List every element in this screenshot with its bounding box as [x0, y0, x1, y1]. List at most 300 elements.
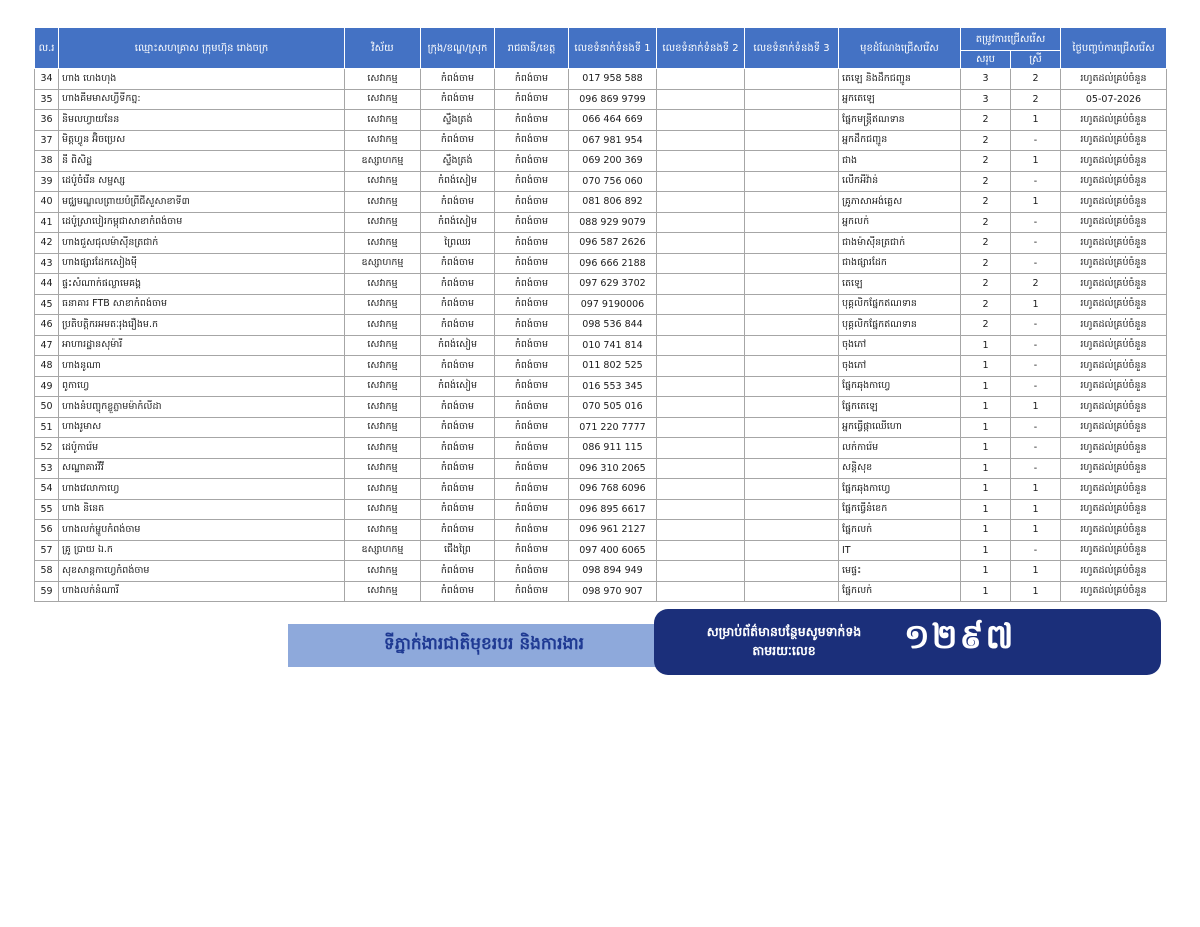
- cell-phone2: [657, 479, 745, 500]
- cell-province: កំពង់ចាម: [495, 438, 569, 459]
- cell-deadline: រហូតដល់គ្រប់ចំនួន: [1061, 315, 1167, 336]
- cell-no: 40: [35, 192, 59, 213]
- cell-deadline: រហូតដល់គ្រប់ចំនួន: [1061, 540, 1167, 561]
- cell-phone3: [745, 192, 839, 213]
- cell-phone3: [745, 315, 839, 336]
- cell-phone1: 096 768 6096: [569, 479, 657, 500]
- cell-total: 1: [961, 561, 1011, 582]
- cell-no: 56: [35, 520, 59, 541]
- cell-phone3: [745, 110, 839, 131]
- cell-no: 49: [35, 376, 59, 397]
- table-row: [35, 417, 1167, 438]
- cell-district: កំពង់ចាម: [421, 479, 495, 500]
- cell-position: ជាងម៉ាស៊ីនត្រជាក់: [839, 233, 961, 254]
- cell-name: មិត្តហ្វូន អ៊ិចប្រេស: [59, 130, 345, 151]
- table-row: [35, 110, 1167, 131]
- cell-total: 1: [961, 499, 1011, 520]
- cell-phone2: [657, 581, 745, 602]
- cell-deadline: រហូតដល់គ្រប់ចំនួន: [1061, 212, 1167, 233]
- cell-name: ហាងលក់នំណារី: [59, 581, 345, 602]
- cell-female: 1: [1011, 294, 1061, 315]
- cell-phone2: [657, 376, 745, 397]
- cell-position: តេឡេ និងដឹកជញ្ជូន: [839, 69, 961, 90]
- cell-province: កំពង់ចាម: [495, 110, 569, 131]
- cell-sector: ឧស្សាហកម្ម: [345, 253, 421, 274]
- cell-sector: សេវាកម្ម: [345, 581, 421, 602]
- cell-female: -: [1011, 130, 1061, 151]
- cell-phone2: [657, 458, 745, 479]
- cell-province: កំពង់ចាម: [495, 130, 569, 151]
- cell-district: កំពង់សៀម: [421, 212, 495, 233]
- cell-no: 39: [35, 171, 59, 192]
- cell-female: 1: [1011, 561, 1061, 582]
- cell-province: កំពង់ចាម: [495, 417, 569, 438]
- cell-sector: ឧស្សាហកម្ម: [345, 540, 421, 561]
- cell-deadline: រហូតដល់គ្រប់ចំនួន: [1061, 110, 1167, 131]
- cell-district: កំពង់សៀម: [421, 376, 495, 397]
- cell-phone3: [745, 130, 839, 151]
- table-row: [35, 233, 1167, 254]
- cell-no: 59: [35, 581, 59, 602]
- cell-phone2: [657, 212, 745, 233]
- cell-phone2: [657, 233, 745, 254]
- cell-phone2: [657, 438, 745, 459]
- header-deadline: ថ្ងៃបញ្ចប់ការជ្រើសរើស: [1061, 28, 1167, 69]
- cell-no: 53: [35, 458, 59, 479]
- cell-total: 1: [961, 335, 1011, 356]
- cell-no: 41: [35, 212, 59, 233]
- cell-district: កំពង់សៀម: [421, 335, 495, 356]
- cell-phone1: 070 505 016: [569, 397, 657, 418]
- cell-phone3: [745, 171, 839, 192]
- cell-total: 1: [961, 520, 1011, 541]
- header-district: ក្រុង/ខណ្ឌ/ស្រុក: [421, 28, 495, 69]
- cell-female: 1: [1011, 151, 1061, 172]
- cell-deadline: រហូតដល់គ្រប់ចំនួន: [1061, 479, 1167, 500]
- cell-name: ហាងវេលាកាហ្វេ: [59, 479, 345, 500]
- cell-no: 42: [35, 233, 59, 254]
- cell-phone1: 097 9190006: [569, 294, 657, 315]
- table-row: [35, 479, 1167, 500]
- cell-position: ជាងផ្សារដែក: [839, 253, 961, 274]
- cell-no: 37: [35, 130, 59, 151]
- cell-sector: សេវាកម្ម: [345, 69, 421, 90]
- cell-district: ស្ទឹងត្រង់: [421, 151, 495, 172]
- cell-province: កំពង់ចាម: [495, 561, 569, 582]
- cell-province: កំពង់ចាម: [495, 274, 569, 295]
- cell-female: -: [1011, 356, 1061, 377]
- cell-province: កំពង់ចាម: [495, 171, 569, 192]
- cell-name: ហាងផ្សារដែកសៀងមុី: [59, 253, 345, 274]
- cell-district: កំពង់ចាម: [421, 315, 495, 336]
- cell-no: 46: [35, 315, 59, 336]
- cell-phone2: [657, 356, 745, 377]
- cell-province: កំពង់ចាម: [495, 479, 569, 500]
- cell-phone1: 096 666 2188: [569, 253, 657, 274]
- table-row: [35, 315, 1167, 336]
- cell-phone1: 016 553 345: [569, 376, 657, 397]
- cell-position: ផ្នែកតេឡេ: [839, 397, 961, 418]
- cell-total: 2: [961, 315, 1011, 336]
- cell-phone1: 096 310 2065: [569, 458, 657, 479]
- cell-phone3: [745, 540, 839, 561]
- cell-sector: ឧស្សាហកម្ម: [345, 151, 421, 172]
- cell-total: 2: [961, 294, 1011, 315]
- cell-no: 43: [35, 253, 59, 274]
- cell-no: 35: [35, 89, 59, 110]
- cell-female: -: [1011, 417, 1061, 438]
- table-row: [35, 151, 1167, 172]
- cell-female: 1: [1011, 397, 1061, 418]
- cell-no: 48: [35, 356, 59, 377]
- cell-name: ផ្ទះសំណាក់ផល្លាមេគង្គ: [59, 274, 345, 295]
- table-row: [35, 274, 1167, 295]
- header-province: រាជធានី/ខេត្ត: [495, 28, 569, 69]
- cell-phone1: 067 981 954: [569, 130, 657, 151]
- cell-female: 1: [1011, 520, 1061, 541]
- table-row: [35, 520, 1167, 541]
- cell-sector: សេវាកម្ម: [345, 356, 421, 377]
- cell-district: កំពង់ចាម: [421, 274, 495, 295]
- header-total: សរុប: [961, 51, 1011, 69]
- cell-phone2: [657, 171, 745, 192]
- cell-female: -: [1011, 540, 1061, 561]
- table-row: [35, 294, 1167, 315]
- header-phone3: លេខទំនាក់ទំនងទី 3: [745, 28, 839, 69]
- cell-deadline: រហូតដល់គ្រប់ចំនួន: [1061, 581, 1167, 602]
- cell-deadline: រហូតដល់គ្រប់ចំនួន: [1061, 499, 1167, 520]
- cell-sector: សេវាកម្ម: [345, 376, 421, 397]
- cell-name: ហាងគីមមាសហ្វីទីកព្ន:: [59, 89, 345, 110]
- cell-no: 58: [35, 561, 59, 582]
- table-row: [35, 356, 1167, 377]
- cell-female: -: [1011, 335, 1061, 356]
- hotline-label: សម្រាប់ព័ត៌មានបន្ថែមសូមទាក់ទងតាមរយៈលេខ: [706, 624, 862, 658]
- footer-org-name: ទីភ្នាក់ងារជាតិមុខរបរ និងការងារ: [383, 634, 585, 654]
- cell-total: 2: [961, 192, 1011, 213]
- cell-female: -: [1011, 253, 1061, 274]
- cell-phone2: [657, 561, 745, 582]
- cell-phone1: 081 806 892: [569, 192, 657, 213]
- table-row: [35, 438, 1167, 459]
- table-row: [35, 540, 1167, 561]
- cell-female: -: [1011, 376, 1061, 397]
- cell-sector: សេវាកម្ម: [345, 397, 421, 418]
- cell-total: 1: [961, 376, 1011, 397]
- cell-phone3: [745, 89, 839, 110]
- cell-phone1: 096 961 2127: [569, 520, 657, 541]
- cell-phone2: [657, 520, 745, 541]
- cell-female: 1: [1011, 499, 1061, 520]
- table-row: [35, 130, 1167, 151]
- cell-deadline: រហូតដល់គ្រប់ចំនួន: [1061, 151, 1167, 172]
- cell-deadline: រហូតដល់គ្រប់ចំនួន: [1061, 376, 1167, 397]
- cell-no: 52: [35, 438, 59, 459]
- cell-phone1: 010 741 814: [569, 335, 657, 356]
- cell-sector: សេវាកម្ម: [345, 171, 421, 192]
- cell-position: លក់ការ៉េម: [839, 438, 961, 459]
- cell-deadline: រហូតដល់គ្រប់ចំនួន: [1061, 561, 1167, 582]
- cell-sector: សេវាកម្ម: [345, 520, 421, 541]
- cell-phone1: 096 895 6617: [569, 499, 657, 520]
- cell-district: កំពង់ចាម: [421, 581, 495, 602]
- cell-phone1: 098 536 844: [569, 315, 657, 336]
- cell-position: លើកអីវ៉ាន់: [839, 171, 961, 192]
- cell-district: កំពង់ចាម: [421, 397, 495, 418]
- cell-total: 1: [961, 458, 1011, 479]
- cell-phone2: [657, 110, 745, 131]
- cell-deadline: រហូតដល់គ្រប់ចំនួន: [1061, 253, 1167, 274]
- cell-phone3: [745, 581, 839, 602]
- cell-phone3: [745, 294, 839, 315]
- cell-position: សន្តិសុខ: [839, 458, 961, 479]
- cell-female: 1: [1011, 110, 1061, 131]
- cell-phone2: [657, 253, 745, 274]
- cell-phone3: [745, 335, 839, 356]
- cell-name: នី ពិសិដ្ឋ: [59, 151, 345, 172]
- cell-phone1: 071 220 7777: [569, 417, 657, 438]
- cell-phone2: [657, 417, 745, 438]
- header-phone1: លេខទំនាក់ទំនងទី 1: [569, 28, 657, 69]
- table-row: [35, 376, 1167, 397]
- cell-position: ចុងភៅ: [839, 335, 961, 356]
- cell-sector: សេវាកម្ម: [345, 315, 421, 336]
- cell-phone3: [745, 356, 839, 377]
- cell-province: កំពង់ចាម: [495, 212, 569, 233]
- table-row: [35, 212, 1167, 233]
- cell-sector: សេវាកម្ម: [345, 110, 421, 131]
- cell-deadline: រហូតដល់គ្រប់ចំនួន: [1061, 233, 1167, 254]
- cell-female: 2: [1011, 69, 1061, 90]
- cell-phone3: [745, 458, 839, 479]
- cell-deadline: រហូតដល់គ្រប់ចំនួន: [1061, 458, 1167, 479]
- cell-total: 1: [961, 356, 1011, 377]
- cell-total: 1: [961, 438, 1011, 459]
- cell-female: -: [1011, 171, 1061, 192]
- cell-phone1: 097 629 3702: [569, 274, 657, 295]
- cell-position: បុគ្គលិកផ្នែកឥណទាន: [839, 294, 961, 315]
- table-row: [35, 581, 1167, 602]
- cell-position: អ្នកដឹកជញ្ជូន: [839, 130, 961, 151]
- cell-no: 44: [35, 274, 59, 295]
- cell-total: 2: [961, 274, 1011, 295]
- table-row: [35, 69, 1167, 90]
- cell-female: 1: [1011, 479, 1061, 500]
- cell-phone1: 097 400 6065: [569, 540, 657, 561]
- cell-phone3: [745, 479, 839, 500]
- cell-total: 1: [961, 479, 1011, 500]
- cell-province: កំពង់ចាម: [495, 294, 569, 315]
- cell-name: ពូកាហ្វេ: [59, 376, 345, 397]
- cell-no: 57: [35, 540, 59, 561]
- cell-deadline: រហូតដល់គ្រប់ចំនួន: [1061, 438, 1167, 459]
- cell-no: 36: [35, 110, 59, 131]
- cell-name: មជ្ឈមណ្ឌលព្រាយបំព្រីជីសួសាខាទី៣: [59, 192, 345, 213]
- cell-province: កំពង់ចាម: [495, 315, 569, 336]
- cell-district: កំពង់ចាម: [421, 69, 495, 90]
- cell-province: កំពង់ចាម: [495, 335, 569, 356]
- cell-province: កំពង់ចាម: [495, 69, 569, 90]
- cell-position: ជាង: [839, 151, 961, 172]
- cell-province: កំពង់ចាម: [495, 520, 569, 541]
- cell-phone3: [745, 69, 839, 90]
- cell-phone2: [657, 89, 745, 110]
- cell-phone1: 086 911 115: [569, 438, 657, 459]
- cell-phone2: [657, 274, 745, 295]
- cell-phone1: 088 929 9079: [569, 212, 657, 233]
- cell-position: បុគ្គលិកផ្នែកឥណទាន: [839, 315, 961, 336]
- cell-phone2: [657, 151, 745, 172]
- cell-province: កំពង់ចាម: [495, 540, 569, 561]
- cell-no: 47: [35, 335, 59, 356]
- cell-total: 1: [961, 540, 1011, 561]
- cell-sector: សេវាកម្ម: [345, 130, 421, 151]
- table-row: [35, 458, 1167, 479]
- cell-position: ផ្នែកមន្ត្រីឥណទាន: [839, 110, 961, 131]
- cell-deadline: រហូតដល់គ្រប់ចំនួន: [1061, 69, 1167, 90]
- cell-phone2: [657, 294, 745, 315]
- cell-sector: សេវាកម្ម: [345, 335, 421, 356]
- cell-name: ហាង ហេងហុង: [59, 69, 345, 90]
- cell-name: ហាងនំបញ្ចុកខ្លួភ្លាមម៉ាកំលីដា: [59, 397, 345, 418]
- cell-deadline: រហូតដល់គ្រប់ចំនួន: [1061, 274, 1167, 295]
- cell-no: 50: [35, 397, 59, 418]
- cell-phone2: [657, 540, 745, 561]
- cell-phone2: [657, 397, 745, 418]
- cell-no: 34: [35, 69, 59, 90]
- cell-province: កំពង់ចាម: [495, 458, 569, 479]
- cell-position: IT: [839, 540, 961, 561]
- cell-sector: សេវាកម្ម: [345, 458, 421, 479]
- cell-sector: សេវាកម្ម: [345, 438, 421, 459]
- cell-province: កំពង់ចាម: [495, 89, 569, 110]
- cell-name: សណ្ឋាគារវីវី: [59, 458, 345, 479]
- header-phone2: លេខទំនាក់ទំនងទី 2: [657, 28, 745, 69]
- cell-total: 2: [961, 253, 1011, 274]
- cell-phone3: [745, 397, 839, 418]
- cell-phone2: [657, 315, 745, 336]
- cell-sector: សេវាកម្ម: [345, 499, 421, 520]
- cell-female: -: [1011, 458, 1061, 479]
- table-row: [35, 89, 1167, 110]
- cell-total: 3: [961, 69, 1011, 90]
- cell-phone3: [745, 438, 839, 459]
- cell-position: ផ្នែកធ្វើនំខេក: [839, 499, 961, 520]
- header-female: ស្រី: [1011, 51, 1061, 69]
- cell-name: ហាងជួសជុលម៉ាស៊ីនត្រជាក់: [59, 233, 345, 254]
- cell-total: 2: [961, 110, 1011, 131]
- job-vacancy-table: [34, 27, 1167, 602]
- cell-sector: សេវាកម្ម: [345, 89, 421, 110]
- cell-female: -: [1011, 212, 1061, 233]
- cell-district: កំពង់ចាម: [421, 458, 495, 479]
- cell-province: កំពង់ចាម: [495, 151, 569, 172]
- cell-phone3: [745, 561, 839, 582]
- cell-sector: សេវាកម្ម: [345, 212, 421, 233]
- cell-name: អាហារដ្ឋានសុម៉ារី: [59, 335, 345, 356]
- cell-female: -: [1011, 233, 1061, 254]
- table-row: [35, 253, 1167, 274]
- cell-province: កំពង់ចាម: [495, 376, 569, 397]
- table-row: [35, 499, 1167, 520]
- header-sector: វិស័យ: [345, 28, 421, 69]
- cell-name: ហាងរូមាស: [59, 417, 345, 438]
- cell-sector: សេវាកម្ម: [345, 417, 421, 438]
- cell-province: កំពង់ចាម: [495, 397, 569, 418]
- cell-total: 1: [961, 417, 1011, 438]
- cell-name: សុខសាន្តកាហ្វេកំពង់ចាម: [59, 561, 345, 582]
- cell-phone2: [657, 335, 745, 356]
- cell-district: កំពង់ចាម: [421, 294, 495, 315]
- cell-no: 51: [35, 417, 59, 438]
- cell-position: ផ្នែកលក់: [839, 581, 961, 602]
- cell-phone3: [745, 274, 839, 295]
- cell-no: 38: [35, 151, 59, 172]
- header-position: មុខដំណែងជ្រើសរើស: [839, 28, 961, 69]
- cell-female: 2: [1011, 89, 1061, 110]
- cell-phone2: [657, 69, 745, 90]
- cell-deadline: រហូតដល់គ្រប់ចំនួន: [1061, 417, 1167, 438]
- cell-position: គ្រូភាសាអង់គ្លេស: [839, 192, 961, 213]
- cell-name: ហាងលក់ម្ហូបកំពង់ចាម: [59, 520, 345, 541]
- cell-province: កំពង់ចាម: [495, 233, 569, 254]
- header-demand: តម្រូវការជ្រើសរើស: [961, 28, 1061, 51]
- table-row: [35, 192, 1167, 213]
- table-row: [35, 335, 1167, 356]
- cell-deadline: រហូតដល់គ្រប់ចំនួន: [1061, 356, 1167, 377]
- cell-phone1: 069 200 369: [569, 151, 657, 172]
- cell-phone2: [657, 192, 745, 213]
- cell-total: 1: [961, 581, 1011, 602]
- cell-province: កំពង់ចាម: [495, 356, 569, 377]
- cell-position: ផ្នែកលក់: [839, 520, 961, 541]
- cell-position: អ្នកតេឡេ: [839, 89, 961, 110]
- header-name: ឈ្មោះសហគ្រាស ក្រុមហ៊ុន រោងចក្រ: [59, 28, 345, 69]
- cell-total: 2: [961, 171, 1011, 192]
- hotline-number: ១២៩៧: [904, 617, 1016, 657]
- cell-name: គ្រូ ប្រាយ ឯ.ក: [59, 540, 345, 561]
- cell-total: 1: [961, 397, 1011, 418]
- cell-phone3: [745, 499, 839, 520]
- cell-position: មេផ្ទះ: [839, 561, 961, 582]
- cell-phone1: 017 958 588: [569, 69, 657, 90]
- cell-sector: សេវាកម្ម: [345, 479, 421, 500]
- cell-position: អ្នកធ្វើផ្កាឈើហោ: [839, 417, 961, 438]
- cell-district: កំពង់សៀម: [421, 171, 495, 192]
- cell-name: ប្រតិបត្តិករអមតៈរុងរឿងម.ក: [59, 315, 345, 336]
- cell-province: កំពង់ចាម: [495, 192, 569, 213]
- cell-deadline: រហូតដល់គ្រប់ចំនួន: [1061, 397, 1167, 418]
- cell-female: 2: [1011, 274, 1061, 295]
- cell-district: កំពង់ចាម: [421, 561, 495, 582]
- cell-province: កំពង់ចាម: [495, 253, 569, 274]
- cell-name: ដេប៉ូការ៉េម: [59, 438, 345, 459]
- cell-phone3: [745, 417, 839, 438]
- cell-no: 55: [35, 499, 59, 520]
- cell-female: 1: [1011, 192, 1061, 213]
- cell-province: កំពង់ចាម: [495, 581, 569, 602]
- hotline-box: [654, 609, 1161, 675]
- cell-district: ជើងព្រៃ: [421, 540, 495, 561]
- cell-phone3: [745, 212, 839, 233]
- cell-deadline: រហូតដល់គ្រប់ចំនួន: [1061, 171, 1167, 192]
- cell-name: ដេប៉ូចំរើន សម្ផស្ស: [59, 171, 345, 192]
- cell-female: -: [1011, 438, 1061, 459]
- cell-phone1: 096 869 9799: [569, 89, 657, 110]
- cell-phone2: [657, 130, 745, 151]
- cell-district: ស្ទឹងត្រង់: [421, 110, 495, 131]
- cell-name: ដេប៉ូស្រាបៀរកម្ពុជាសាខាកំពង់ចាម: [59, 212, 345, 233]
